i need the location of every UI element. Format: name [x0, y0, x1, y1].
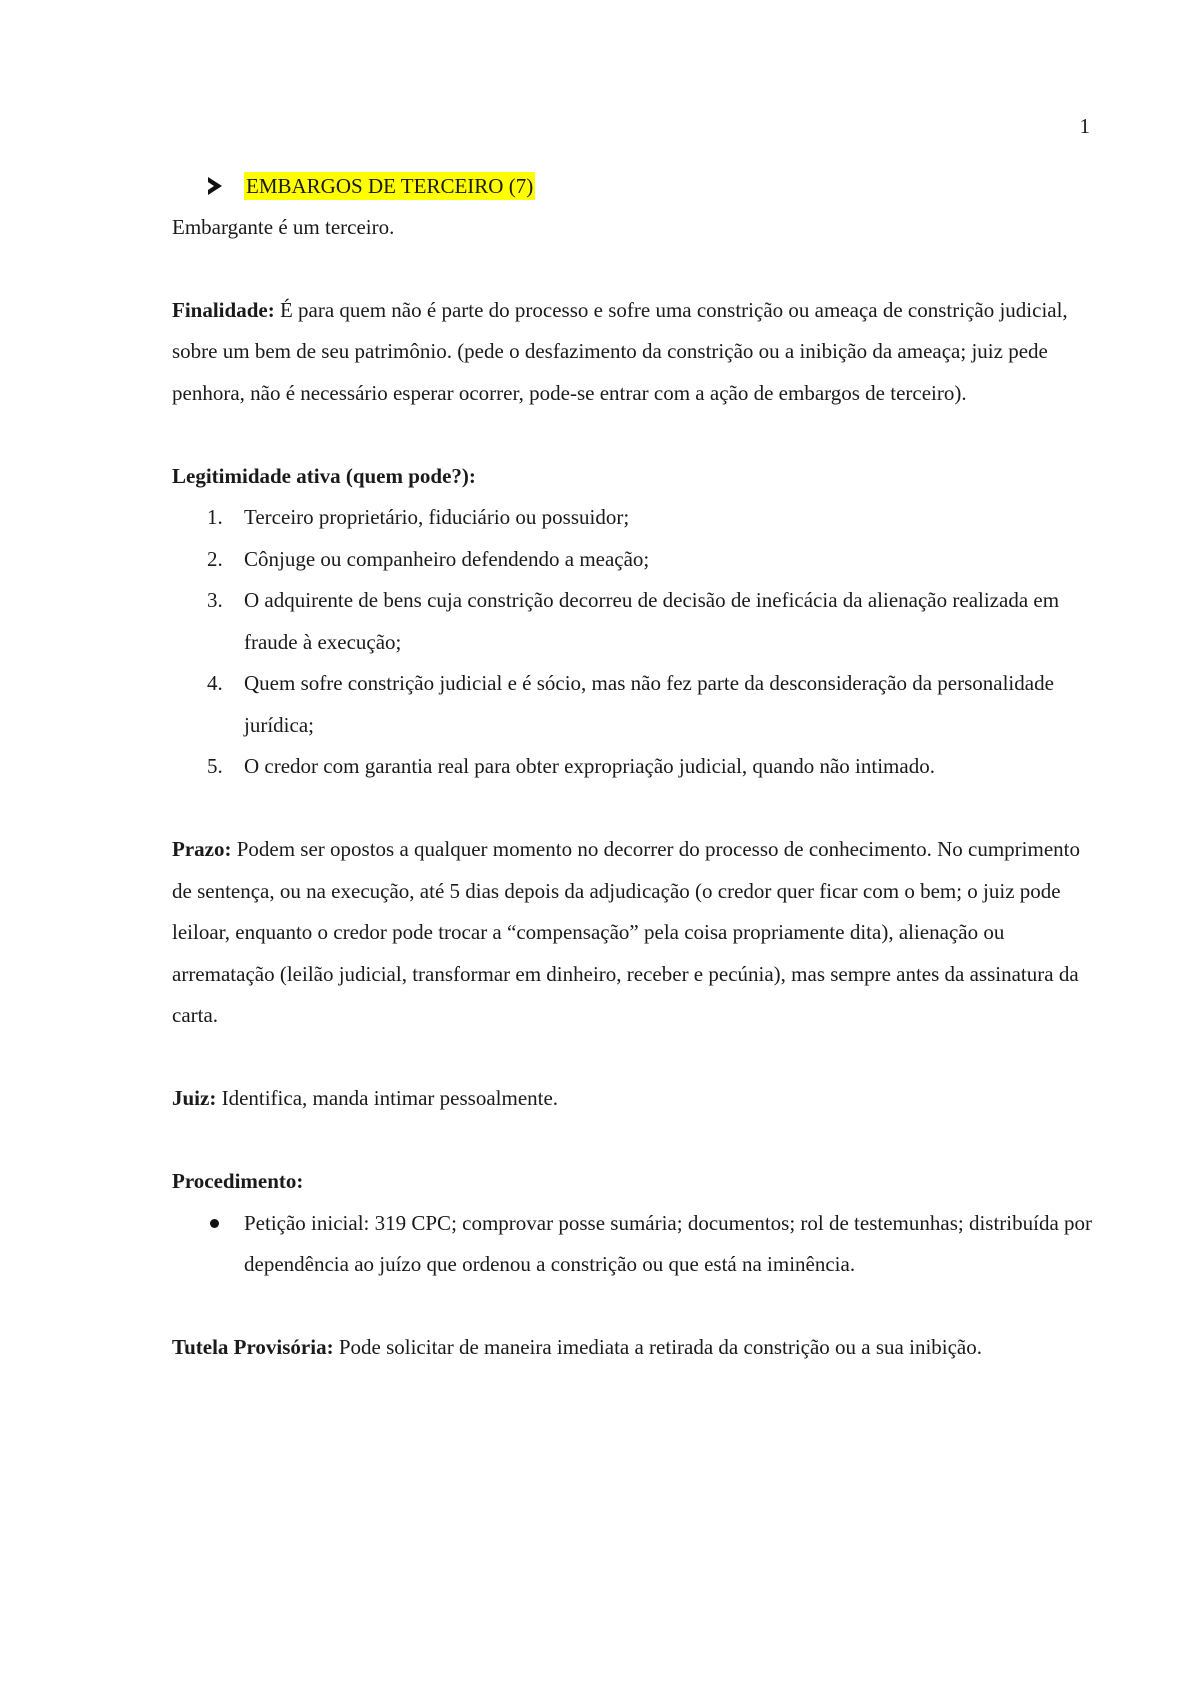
- spacer: [172, 248, 1102, 290]
- list-item: [172, 539, 1102, 581]
- finalidade-text: É para quem não é parte do processo e sofre uma constrição ou ameaça de constrição judicial, sobre um bem de seu patrimônio. (pede o desfazimento da constrição ou a inibição da ameaça; juiz pede penhora, não é necessário esperar ocorrer, pode-se entrar com a ação de embargos de terceiro).: [172, 297, 1068, 405]
- spacer: [172, 414, 1102, 456]
- tutela-text: Pode solicitar de maneira imediata a retirada da constrição ou a sua inibição.: [333, 1335, 982, 1359]
- arrow-bullet-icon: [208, 177, 222, 195]
- list-number: 2.: [207, 546, 223, 571]
- legitimidade-label: Legitimidade ativa (quem pode?):: [172, 463, 476, 488]
- list-item-text: Cônjuge ou companheiro defendendo a meação;: [244, 546, 650, 571]
- spacer: [172, 1120, 1102, 1162]
- juiz-text: Identifica, manda intimar pessoalmente.: [216, 1086, 559, 1110]
- page-number: 1: [1079, 114, 1090, 138]
- tutela-paragraph: [172, 1327, 1102, 1369]
- list-number: 5.: [207, 754, 223, 778]
- spacer: [172, 788, 1102, 830]
- list-item: [172, 1203, 1102, 1286]
- list-item-text: Petição inicial: 319 CPC; comprovar posse sumária; documentos; rol de testemunhas; distribuída por dependência ao juízo que ordenou a constrição ou que está na iminência.: [244, 1210, 1093, 1276]
- finalidade-label: Finalidade:: [172, 297, 275, 322]
- heading-text: EMBARGOS DE TERCEIRO (7): [246, 173, 534, 198]
- spacer: [172, 1037, 1102, 1079]
- section-heading: [208, 165, 1102, 207]
- prazo-paragraph: [172, 829, 1102, 1037]
- procedimento-label: Procedimento:: [172, 1169, 304, 1193]
- prazo-label: Prazo:: [172, 837, 232, 861]
- list-item: [172, 663, 1102, 746]
- tutela-label: Tutela Provisória:: [172, 1335, 334, 1359]
- juiz-label: Juiz:: [172, 1086, 217, 1110]
- legitimidade-list: [172, 497, 1102, 788]
- list-number: 4.: [207, 671, 223, 695]
- list-number: 1.: [207, 505, 223, 529]
- list-item-text: O adquirente de bens cuja constrição decorreu de decisão de ineficácia da alienação realizada em fraude à execução;: [244, 588, 1060, 654]
- juiz-paragraph: [172, 1078, 1102, 1120]
- spacer: [172, 1286, 1102, 1328]
- list-item: [172, 580, 1102, 663]
- list-item-text: Quem sofre constrição judicial e é sócio, mas não fez parte da desconsideração da personalidade jurídica;: [244, 671, 1054, 737]
- procedimento-list: [172, 1203, 1102, 1286]
- list-item-text: Terceiro proprietário, fiduciário ou possuidor;: [244, 505, 630, 529]
- document-body: [172, 165, 1102, 1369]
- bullet-icon: [210, 1219, 219, 1228]
- list-number: 3.: [207, 588, 223, 612]
- finalidade-paragraph: [172, 290, 1102, 415]
- prazo-text: Podem ser opostos a qualquer momento no decorrer do processo de conhecimento. No cumprimento de sentença, ou na execução, até 5 dias depois da adjudicação (o credor quer ficar com o bem; o juiz pode leiloar, enquanto o credor pode trocar a “compensação” pela coisa propriamente dita), alienação ou arrematação (leilão judicial, transformar em dinheiro, receber e pecúnia), mas sempre antes da assinatura da carta.: [172, 837, 1080, 1027]
- list-item: [172, 746, 1102, 788]
- intro-paragraph: Embargante é um terceiro.: [172, 214, 395, 239]
- list-item: [172, 497, 1102, 539]
- list-item-text: O credor com garantia real para obter expropriação judicial, quando não intimado.: [244, 754, 935, 778]
